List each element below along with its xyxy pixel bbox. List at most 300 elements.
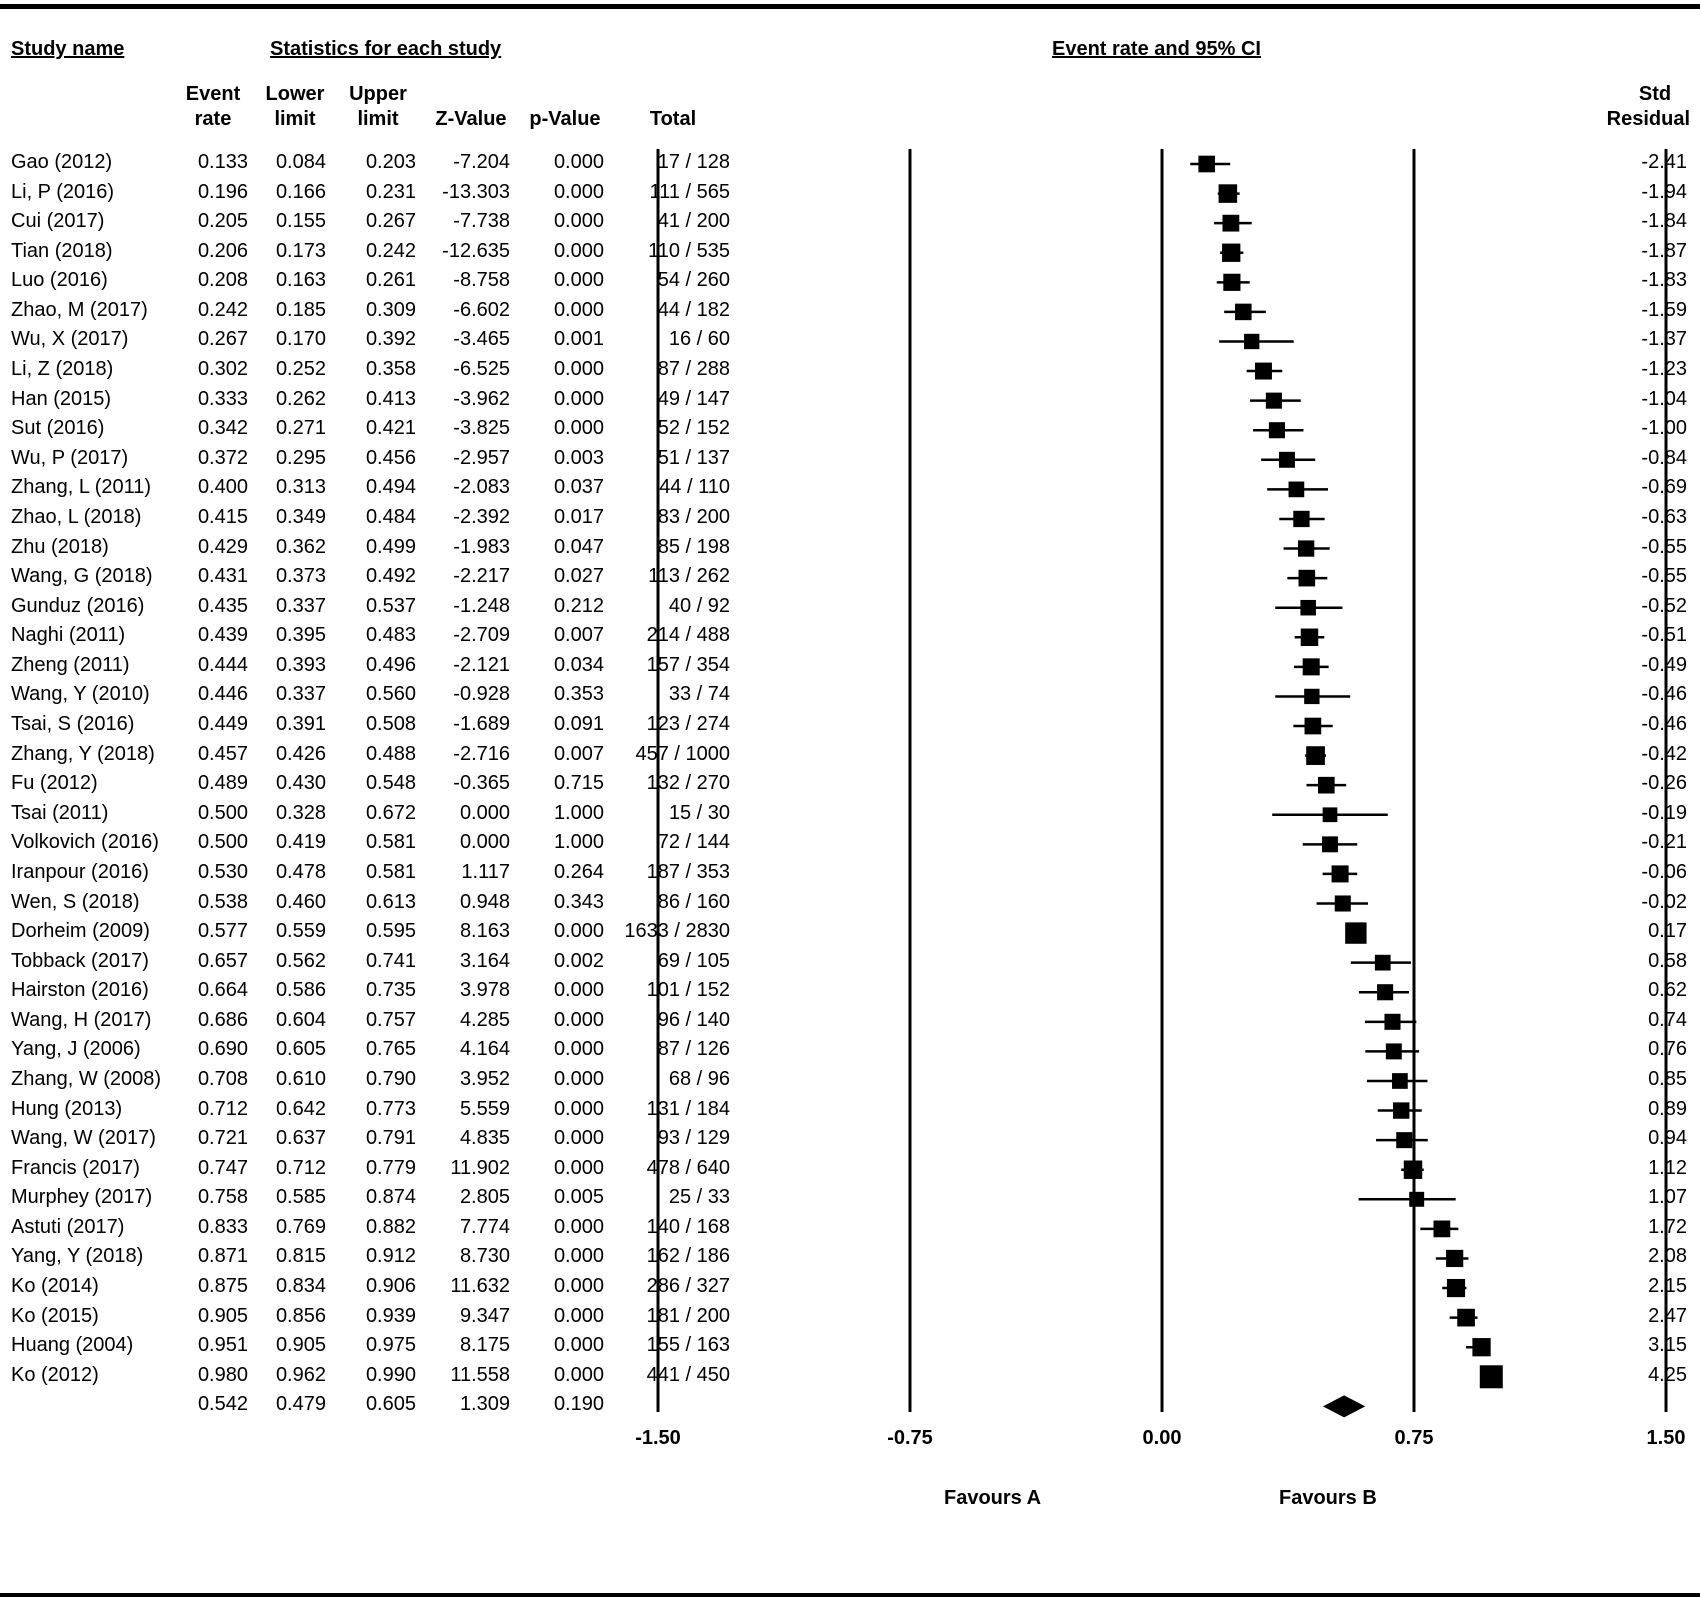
cell-upper: 0.672 <box>365 801 416 824</box>
cell-total: 51 / 137 <box>657 446 730 469</box>
cell-p: 0.002 <box>553 949 604 972</box>
cell-total: 87 / 126 <box>657 1038 730 1061</box>
cell-lower: 0.419 <box>275 831 326 854</box>
cell-upper: 0.421 <box>365 417 416 440</box>
cell-p: 0.000 <box>553 920 604 943</box>
cell-z: -2.121 <box>453 653 510 676</box>
std-residual-value: 2.47 <box>1648 1304 1687 1327</box>
std-residual-value: -0.06 <box>1641 860 1687 883</box>
std-residual-header-line1: Std <box>1638 83 1672 105</box>
cell-p: 0.000 <box>553 358 604 381</box>
cell-p: 0.000 <box>553 210 604 233</box>
study-name: Han (2015) <box>11 387 112 410</box>
cell-lower: 0.604 <box>275 1008 326 1031</box>
cell-p: 0.000 <box>553 239 604 262</box>
cell-lower: 0.834 <box>275 1275 326 1298</box>
cell-upper: 0.492 <box>365 565 416 588</box>
std-residual-value: -1.04 <box>1641 387 1687 410</box>
cell-lower: 0.393 <box>275 653 326 676</box>
std-residual-value: -0.21 <box>1641 831 1687 854</box>
cell-z: -3.465 <box>453 328 510 351</box>
std-residual-value: 0.76 <box>1648 1038 1687 1061</box>
study-marker <box>1198 156 1215 173</box>
total-header: Total <box>649 108 697 130</box>
cell-p: 0.000 <box>553 387 604 410</box>
cell-upper: 0.990 <box>365 1363 416 1386</box>
study-marker <box>1345 922 1366 943</box>
study-marker <box>1306 746 1325 765</box>
cell-total: 113 / 262 <box>648 565 730 588</box>
study-marker <box>1375 955 1391 971</box>
cell-rate: 0.400 <box>197 476 248 499</box>
cell-lower: 0.430 <box>275 772 326 795</box>
cell-upper: 0.358 <box>365 358 416 381</box>
cell-z: 11.558 <box>450 1363 510 1386</box>
cell-total: 83 / 200 <box>657 505 730 528</box>
cell-lower: 0.252 <box>275 358 326 381</box>
cell-upper: 0.456 <box>365 446 416 469</box>
std-residual-value: 0.85 <box>1648 1067 1687 1090</box>
study-name: Volkovich (2016) <box>11 831 159 854</box>
cell-total: 44 / 110 <box>659 476 730 499</box>
cell-z: -13.303 <box>442 180 510 203</box>
cell-rate: 0.267 <box>197 328 248 351</box>
cell-p: 0.000 <box>553 1097 604 1120</box>
cell-p: 0.000 <box>553 1038 604 1061</box>
cell-upper: 0.757 <box>365 1008 416 1031</box>
cell-upper: 0.499 <box>365 535 416 558</box>
cell-total: 54 / 260 <box>657 269 730 292</box>
std-residual-value: -1.94 <box>1641 180 1687 203</box>
study-marker <box>1447 1279 1465 1297</box>
study-marker <box>1279 452 1295 468</box>
cell-p: 0.000 <box>553 1304 604 1327</box>
cell-p: 0.000 <box>553 1275 604 1298</box>
cell-p: 0.091 <box>553 713 604 736</box>
cell-rate: 0.415 <box>197 505 248 528</box>
cell-p: 0.037 <box>553 476 604 499</box>
cell-lower: 0.562 <box>275 949 326 972</box>
cell-z: -6.602 <box>453 298 510 321</box>
cell-p: 0.005 <box>553 1186 604 1209</box>
study-name: Yang, Y (2018) <box>11 1245 144 1268</box>
std-residual-value: 0.89 <box>1648 1097 1687 1120</box>
cell-rate: 0.577 <box>197 920 248 943</box>
cell-lower: 0.166 <box>275 180 326 203</box>
cell-z: 4.835 <box>459 1127 510 1150</box>
cell-lower: 0.426 <box>275 742 326 765</box>
study-name: Wen, S (2018) <box>11 890 140 913</box>
cell-z: -2.709 <box>453 624 510 647</box>
cell-total: 68 / 96 <box>668 1067 730 1090</box>
cell-upper: 0.906 <box>365 1275 416 1298</box>
cell-total: 214 / 488 <box>646 624 730 647</box>
cell-rate: 0.833 <box>197 1215 248 1238</box>
cell-rate: 0.429 <box>197 535 248 558</box>
study-marker <box>1304 689 1319 704</box>
study-marker <box>1377 984 1393 1000</box>
cell-z: -12.635 <box>442 239 510 262</box>
study-name: Zhao, L (2018) <box>11 505 142 528</box>
std-residual-value: -0.42 <box>1641 742 1687 765</box>
cell-lower: 0.856 <box>275 1304 326 1327</box>
p-value-header: p-Value <box>529 108 601 130</box>
cell-total: 110 / 535 <box>648 239 730 262</box>
cell-upper: 0.494 <box>365 476 416 499</box>
upper-limit-header-line1: Upper <box>349 83 407 105</box>
cell-total: 111 / 565 <box>649 180 730 203</box>
study-name: Ko (2014) <box>11 1275 99 1298</box>
cell-p: 0.264 <box>553 860 604 883</box>
cell-p: 0.343 <box>553 890 604 913</box>
study-name: Wang, Y (2010) <box>11 683 150 706</box>
std-residual-value: 2.08 <box>1648 1245 1687 1268</box>
summary-diamond <box>1323 1395 1365 1417</box>
cell-rate: 0.206 <box>197 239 248 262</box>
cell-p: 0.000 <box>553 298 604 321</box>
cell-p: 0.000 <box>553 1008 604 1031</box>
cell-lower: 0.170 <box>275 328 326 351</box>
cell-lower: 0.328 <box>275 801 326 824</box>
cell-total: 157 / 354 <box>646 653 730 676</box>
cell-total: 286 / 327 <box>646 1275 730 1298</box>
cell-upper: 0.939 <box>365 1304 416 1327</box>
cell-p: 0.001 <box>553 328 604 351</box>
cell-lower: 0.559 <box>275 920 326 943</box>
cell-z: -1.689 <box>453 713 510 736</box>
cell-lower: 0.391 <box>275 713 326 736</box>
cell-rate: 0.444 <box>197 653 248 676</box>
cell-p: 0.047 <box>553 535 604 558</box>
cell-total: 41 / 200 <box>657 210 730 233</box>
std-residual-value: -0.51 <box>1641 624 1687 647</box>
cell-rate: 0.489 <box>197 772 248 795</box>
cell-z: -0.928 <box>453 683 510 706</box>
cell-p: 0.007 <box>553 742 604 765</box>
study-marker <box>1323 807 1338 822</box>
std-residual-value: -0.63 <box>1641 505 1687 528</box>
cell-upper: 0.581 <box>365 860 416 883</box>
study-name: Tobback (2017) <box>11 949 149 972</box>
cell-rate: 0.721 <box>197 1127 248 1150</box>
study-marker <box>1222 244 1240 262</box>
std-residual-value: 0.74 <box>1648 1008 1687 1031</box>
cell-rate: 0.431 <box>197 565 248 588</box>
study-marker <box>1255 363 1272 380</box>
cell-upper: 0.882 <box>365 1215 416 1238</box>
study-name: Zhao, M (2017) <box>11 298 148 321</box>
cell-upper: 0.613 <box>365 890 416 913</box>
cell-z: -7.738 <box>453 210 510 233</box>
cell-upper: 0.537 <box>365 594 416 617</box>
cell-total: 85 / 198 <box>657 535 730 558</box>
study-name: Li, Z (2018) <box>11 358 114 381</box>
study-marker <box>1392 1073 1408 1089</box>
cell-p: 0.000 <box>553 979 604 1002</box>
cell-upper: 0.242 <box>365 239 416 262</box>
cell-lower: 0.337 <box>275 683 326 706</box>
study-marker <box>1446 1250 1463 1267</box>
cell-rate: 0.342 <box>197 417 248 440</box>
cell-z: 3.164 <box>459 949 510 972</box>
cell-z: 5.559 <box>459 1097 510 1120</box>
z-value-header: Z-Value <box>435 108 507 130</box>
study-name: Zhang, W (2008) <box>11 1067 162 1090</box>
cell-z: -2.716 <box>453 742 510 765</box>
cell-z: -2.392 <box>453 505 510 528</box>
lower-limit-header-line1: Lower <box>265 83 325 105</box>
cell-upper: 0.975 <box>365 1334 416 1357</box>
cell-upper: 0.309 <box>365 298 416 321</box>
lower-limit-header-line2: limit <box>274 108 316 130</box>
std-residual-value: -0.84 <box>1641 446 1687 469</box>
cell-rate: 0.449 <box>197 713 248 736</box>
cell-z: -8.758 <box>453 269 510 292</box>
std-residual-value: 0.94 <box>1648 1127 1687 1150</box>
cell-lower: 0.349 <box>275 505 326 528</box>
cell-total: 16 / 60 <box>668 328 730 351</box>
study-name: Ko (2015) <box>11 1304 99 1327</box>
cell-z: 4.164 <box>459 1038 510 1061</box>
cell-lower: 0.362 <box>275 535 326 558</box>
std-residual-value: -0.69 <box>1641 476 1687 499</box>
cell-lower: 0.460 <box>275 890 326 913</box>
study-marker <box>1289 482 1305 498</box>
cell-p: 1.000 <box>553 801 604 824</box>
cell-upper: 0.231 <box>365 180 416 203</box>
cell-total: 181 / 200 <box>646 1304 730 1327</box>
cell-lower: 0.478 <box>275 860 326 883</box>
cell-rate: 0.196 <box>197 180 248 203</box>
cell-z: 0.000 <box>459 831 510 854</box>
cell-upper: 0.560 <box>365 683 416 706</box>
study-name: Zheng (2011) <box>11 653 130 676</box>
cell-z: 3.952 <box>459 1067 510 1090</box>
cell-lower: 0.769 <box>275 1215 326 1238</box>
study-marker <box>1409 1192 1424 1207</box>
cell-p: 1.000 <box>553 831 604 854</box>
cell-total: 33 / 74 <box>668 683 730 706</box>
cell-p: 0.212 <box>553 594 604 617</box>
cell-z: -1.248 <box>453 594 510 617</box>
cell-total: 49 / 147 <box>657 387 730 410</box>
cell-upper: 0.581 <box>365 831 416 854</box>
study-marker <box>1318 777 1335 794</box>
cell-rate: 0.435 <box>197 594 248 617</box>
std-residual-value: 0.17 <box>1648 920 1687 943</box>
x-tick-label: 0.00 <box>1142 1427 1182 1449</box>
cell-total: 96 / 140 <box>657 1008 730 1031</box>
cell-z: 0.948 <box>459 890 510 913</box>
study-name: Fu (2012) <box>11 772 98 795</box>
study-marker <box>1219 184 1238 203</box>
cell-p: 0.000 <box>553 1127 604 1150</box>
study-marker <box>1322 836 1338 852</box>
std-residual-header-line2: Residual <box>1606 108 1690 130</box>
cell-upper: 0.779 <box>365 1156 416 1179</box>
cell-lower: 0.585 <box>275 1186 326 1209</box>
std-residual-value: -0.46 <box>1641 683 1687 706</box>
cell-lower: 0.185 <box>275 298 326 321</box>
std-residual-value: -0.55 <box>1641 535 1687 558</box>
cell-total: 131 / 184 <box>646 1097 730 1120</box>
cell-p: 0.000 <box>553 1215 604 1238</box>
cell-lower: 0.712 <box>275 1156 326 1179</box>
cell-rate: 0.205 <box>197 210 248 233</box>
cell-upper: 0.413 <box>365 387 416 410</box>
plot-title: Event rate and 95% CI <box>1052 38 1261 60</box>
study-name: Zhang, L (2011) <box>11 476 152 499</box>
cell-lower: 0.163 <box>275 269 326 292</box>
study-name: Wang, G (2018) <box>11 565 153 588</box>
study-name: Naghi (2011) <box>11 624 126 647</box>
cell-p: 0.000 <box>553 151 604 173</box>
cell-lower: 0.337 <box>275 594 326 617</box>
study-name: Wu, X (2017) <box>11 328 129 351</box>
cell-rate: 0.439 <box>197 624 248 647</box>
study-name: Cui (2017) <box>11 210 105 233</box>
favours-b-label: Favours B <box>1279 1487 1377 1509</box>
study-marker <box>1396 1132 1412 1148</box>
x-tick-label: 1.50 <box>1646 1427 1686 1449</box>
std-residual-value: -1.37 <box>1641 328 1687 351</box>
cell-p: 0.353 <box>553 683 604 706</box>
cell-z: -2.217 <box>453 565 510 588</box>
cell-upper: 0.735 <box>365 979 416 1002</box>
cell-lower: 0.313 <box>275 476 326 499</box>
study-name: Luo (2016) <box>11 269 108 292</box>
cell-upper: 0.765 <box>365 1038 416 1061</box>
study-marker <box>1472 1338 1490 1356</box>
study-name: Tian (2018) <box>11 239 113 262</box>
cell-lower: 0.155 <box>275 210 326 233</box>
study-name: Li, P (2016) <box>11 180 115 203</box>
study-marker <box>1332 865 1349 882</box>
cell-total: 132 / 270 <box>646 772 730 795</box>
cell-rate: 0.951 <box>197 1334 248 1357</box>
study-name: Wang, W (2017) <box>11 1127 156 1150</box>
cell-rate: 0.686 <box>197 1008 248 1031</box>
study-name: Zhang, Y (2018) <box>11 742 155 765</box>
cell-rate: 0.690 <box>197 1038 248 1061</box>
cell-rate: 0.530 <box>197 860 248 883</box>
cell-p: 0.034 <box>553 653 604 676</box>
cell-total: 72 / 144 <box>657 831 730 854</box>
cell-lower: 0.084 <box>275 151 326 173</box>
bottom-rule <box>0 1593 1700 1597</box>
cell-rate: 0.500 <box>197 831 248 854</box>
cell-total: 44 / 182 <box>657 298 730 321</box>
x-tick-label: -1.50 <box>635 1427 681 1449</box>
study-marker <box>1303 658 1320 675</box>
std-residual-value: -0.19 <box>1641 801 1687 824</box>
cell-upper: 0.484 <box>365 505 416 528</box>
cell-upper: 0.548 <box>365 772 416 795</box>
std-residual-value: -1.23 <box>1641 358 1687 381</box>
std-residual-value: 3.15 <box>1648 1334 1687 1357</box>
study-name: Astuti (2017) <box>11 1215 125 1238</box>
cell-total: 15 / 30 <box>668 801 730 824</box>
study-name: Murphey (2017) <box>11 1186 153 1209</box>
cell-z: 0.000 <box>459 801 510 824</box>
cell-lower: 0.262 <box>275 387 326 410</box>
study-marker <box>1305 718 1322 735</box>
favours-a-label: Favours A <box>944 1487 1042 1509</box>
study-marker <box>1266 393 1282 409</box>
cell-lower: 0.962 <box>275 1363 326 1386</box>
study-marker <box>1386 1043 1402 1059</box>
cell-lower: 0.605 <box>275 1038 326 1061</box>
study-name: Tsai, S (2016) <box>11 713 135 736</box>
cell-upper: 0.790 <box>365 1067 416 1090</box>
cell-upper: 0.874 <box>365 1186 416 1209</box>
cell-rate: 0.538 <box>197 890 248 913</box>
study-marker <box>1222 215 1239 232</box>
statistics-header: Statistics for each study <box>270 38 502 60</box>
cell-z: 3.978 <box>459 979 510 1002</box>
cell-lower: 0.586 <box>275 979 326 1002</box>
cell-upper: 0.203 <box>365 151 416 173</box>
cell-z: 8.175 <box>459 1334 510 1357</box>
study-name: Yang, J (2006) <box>11 1038 141 1061</box>
cell-total: 86 / 160 <box>657 890 730 913</box>
cell-upper: 0.912 <box>365 1245 416 1268</box>
cell-z: 8.163 <box>459 920 510 943</box>
cell-rate: 0.758 <box>197 1186 248 1209</box>
cell-z: -1.983 <box>453 535 510 558</box>
cell-z: 2.805 <box>459 1186 510 1209</box>
cell-upper: 0.483 <box>365 624 416 647</box>
study-marker <box>1300 600 1316 616</box>
std-residual-value: -0.02 <box>1641 890 1687 913</box>
cell-z: 7.774 <box>459 1215 510 1238</box>
study-name: Francis (2017) <box>11 1156 140 1179</box>
study-marker <box>1480 1365 1503 1388</box>
cell-rate: 0.747 <box>197 1156 248 1179</box>
study-marker <box>1457 1309 1475 1327</box>
cell-total: 17 / 128 <box>657 151 730 173</box>
cell-p: 0.190 <box>553 1393 604 1416</box>
x-tick-label: -0.75 <box>887 1427 933 1449</box>
cell-rate: 0.871 <box>197 1245 248 1268</box>
study-name: Wu, P (2017) <box>11 446 129 469</box>
std-residual-value: 4.25 <box>1648 1363 1687 1386</box>
cell-z: 8.730 <box>459 1245 510 1268</box>
cell-total: 162 / 186 <box>646 1245 730 1268</box>
std-residual-value: -1.00 <box>1641 417 1687 440</box>
cell-upper: 0.496 <box>365 653 416 676</box>
cell-z: 11.632 <box>450 1275 510 1298</box>
study-name: Tsai (2011) <box>11 801 109 824</box>
std-residual-value: -1.84 <box>1641 210 1687 233</box>
cell-z: -3.825 <box>453 417 510 440</box>
cell-rate: 0.372 <box>197 446 248 469</box>
cell-lower: 0.479 <box>275 1393 326 1416</box>
std-residual-value: 0.62 <box>1648 979 1687 1002</box>
study-marker <box>1235 304 1252 321</box>
event-rate-header-line2: rate <box>194 108 232 130</box>
cell-lower: 0.395 <box>275 624 326 647</box>
study-marker <box>1335 895 1351 911</box>
std-residual-value: 1.72 <box>1648 1215 1687 1238</box>
cell-lower: 0.642 <box>275 1097 326 1120</box>
cell-total: 52 / 152 <box>657 417 730 440</box>
x-tick-label: 0.75 <box>1394 1427 1434 1449</box>
cell-upper: 0.605 <box>365 1393 416 1416</box>
cell-z: -2.083 <box>453 476 510 499</box>
cell-total: 40 / 92 <box>668 594 730 617</box>
cell-total: 87 / 288 <box>657 358 730 381</box>
